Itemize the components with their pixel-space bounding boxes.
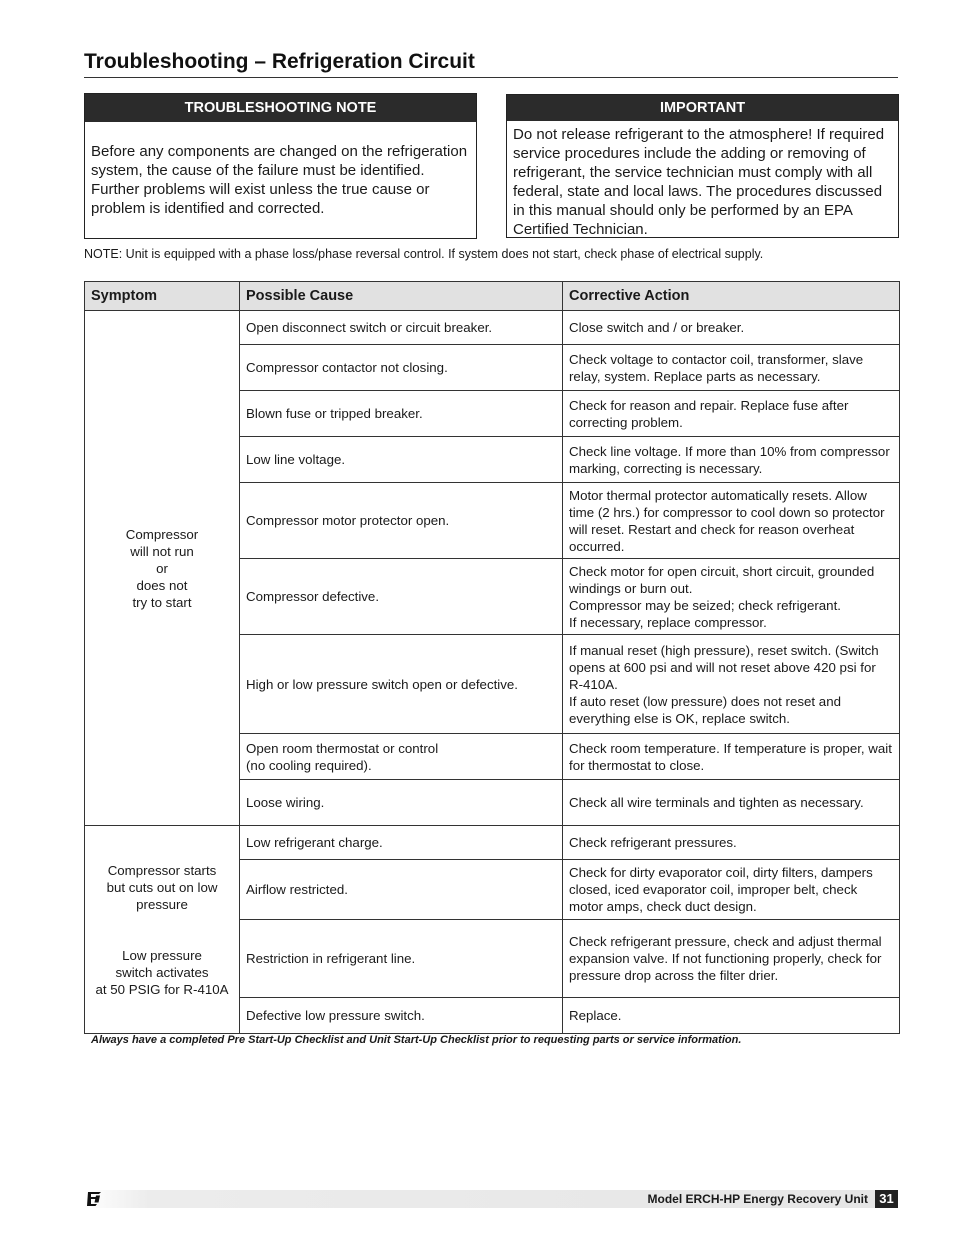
page-title: Troubleshooting – Refrigeration Circuit [84,50,898,78]
corrective-action-cell: Check voltage to contactor coil, transformer, slave relay, system. Replace parts as necessary. [563,345,900,391]
possible-cause-cell: Low line voltage. [240,437,563,483]
troubleshooting-note-heading: TROUBLESHOOTING NOTE [85,94,476,122]
corrective-action-cell: Close switch and / or breaker. [563,311,900,345]
symptom-cell: Compressor starts but cuts out on low pressure Low pressure switch activates at 50 PSIG for R-410A [85,826,240,1034]
corrective-action-cell: Check all wire terminals and tighten as necessary. [563,780,900,826]
page-number: 31 [875,1190,898,1208]
corrective-action-cell: Check for reason and repair. Replace fuse after correcting problem. [563,391,900,437]
possible-cause-cell: Restriction in refrigerant line. [240,920,563,998]
corrective-action-cell: Check for dirty evaporator coil, dirty filters, dampers closed, iced evaporator coil, improper belt, check motor amps, check duct design. [563,860,900,920]
troubleshooting-note-box [84,93,477,239]
possible-cause-cell: Loose wiring. [240,780,563,826]
possible-cause-cell: Open room thermostat or control (no cooling required). [240,734,563,780]
header-corrective-action: Corrective Action [563,282,900,311]
table-body [85,311,900,1034]
possible-cause-cell: High or low pressure switch open or defective. [240,635,563,734]
possible-cause-cell: Compressor contactor not closing. [240,345,563,391]
phase-note: NOTE: Unit is equipped with a phase loss/phase reversal control. If system does not start, check phase of electrical supply. [84,247,764,261]
symptom-cell: Compressor will not run or does not try to start [85,311,240,826]
corrective-action-cell: Check refrigerant pressure, check and adjust thermal expansion valve. If not functioning properly, check for pressure drop across the filter drier. [563,920,900,998]
important-heading: IMPORTANT [507,95,898,121]
header-symptom: Symptom [85,282,240,311]
corrective-action-cell: Check refrigerant pressures. [563,826,900,860]
checklist-footnote: Always have a completed Pre Start-Up Checklist and Unit Start-Up Checklist prior to requesting parts or service information. [91,1034,742,1046]
possible-cause-cell: Compressor motor protector open. [240,483,563,559]
table-row [85,311,900,345]
corrective-action-cell: Check motor for open circuit, short circuit, grounded windings or burn out. Compressor may be seized; check refrigerant. If necessary, replace compressor. [563,559,900,635]
greenheck-logo-icon [86,1191,102,1207]
possible-cause-cell: Blown fuse or tripped breaker. [240,391,563,437]
header-possible-cause: Possible Cause [240,282,563,311]
corrective-action-cell: Check line voltage. If more than 10% from compressor marking, correcting is necessary. [563,437,900,483]
troubleshooting-note-text: Before any components are changed on the refrigeration system, the cause of the failure must be identified. Further problems will exist unless the true cause or problem is identified and corrected. [91,143,468,217]
possible-cause-cell: Airflow restricted. [240,860,563,920]
corrective-action-cell: Check room temperature. If temperature is proper, wait for thermostat to close. [563,734,900,780]
important-box [506,94,899,238]
table-row [85,826,900,860]
possible-cause-cell: Low refrigerant charge. [240,826,563,860]
corrective-action-cell: If manual reset (high pressure), reset switch. (Switch opens at 600 psi and will not reset above 420 psi for R-410A. If auto reset (low pressure) does not reset and everything else is OK, replace switch. [563,635,900,734]
troubleshooting-table [84,281,900,1034]
important-text: Do not release refrigerant to the atmosphere! If required service procedures include the adding or removing of refrigerant, the service technician must comply with all federal, state and local laws. The procedures discussed in this manual should only be performed by an EPA Certified Technician. [513,126,885,238]
corrective-action-cell: Replace. [563,998,900,1034]
corrective-action-cell: Motor thermal protector automatically resets. Allow time (2 hrs.) for compressor to cool down so protector will reset. Restart and check for reason overheat occurred. [563,483,900,559]
possible-cause-cell: Compressor defective. [240,559,563,635]
possible-cause-cell: Open disconnect switch or circuit breaker. [240,311,563,345]
table-header-row [85,282,900,311]
footer-model-text: Model ERCH-HP Energy Recovery Unit [647,1192,868,1206]
possible-cause-cell: Defective low pressure switch. [240,998,563,1034]
